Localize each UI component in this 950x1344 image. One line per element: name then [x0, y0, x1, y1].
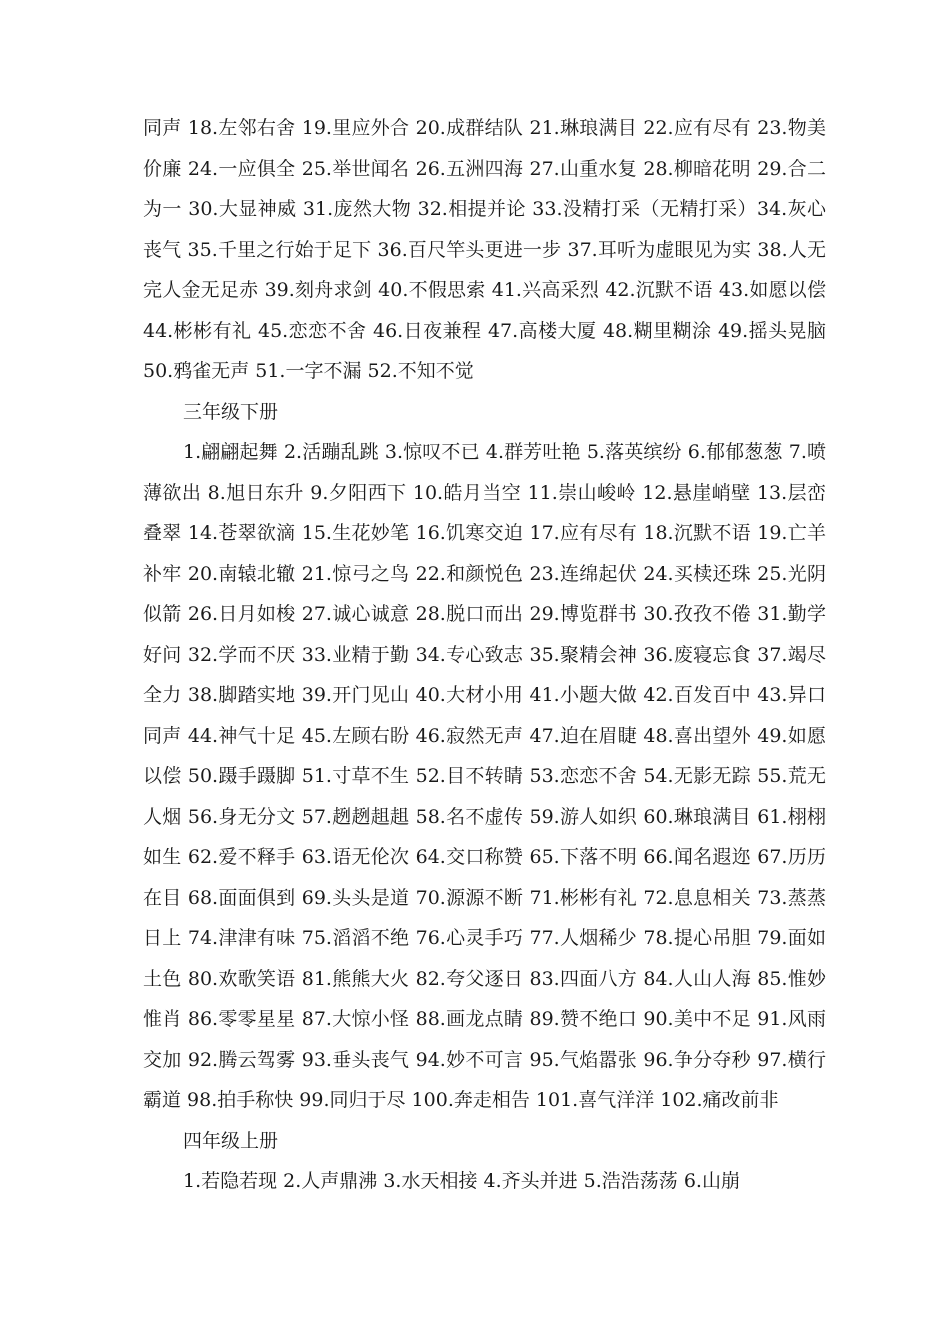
idiom-list-paragraph: 同声 18.左邻右舍 19.里应外合 20.成群结队 21.琳琅满目 22.应有尽有 23.物美价廉 24.一应俱全 25.举世闻名 26.五洲四海 27.山重水复 28.柳暗花明 29.合二为一 30.大显神威 31.庞然大物 32.相提并论 33.没精打采（无精打采）34.灰心丧气 35.千里之行始于足下 36.百尺竿头更进一步 37.耳听为虚眼见为实 38.人无完人金无足赤 39.刻舟求剑 40.不假思索 41.兴高采烈 42.沉默不语 43.如愿以偿 44.彬彬有礼 45.恋恋不舍 46.日夜兼程 47.高楼大厦 48.糊里糊涂 49.摇头晃脑 50.鸦雀无声 51.一字不漏 52.不知不觉 [143, 117, 826, 382]
document-page [143, 108, 826, 1202]
section-heading-grade4-vol1: 四年级上册 [183, 1129, 279, 1152]
section-heading-grade3-vol2: 三年级下册 [183, 400, 279, 423]
idiom-list-paragraph: 1.若隐若现 2.人声鼎沸 3.水天相接 4.齐头并进 5.浩浩荡荡 6.山崩 [183, 1170, 740, 1192]
idiom-list-paragraph: 1.翩翩起舞 2.活蹦乱跳 3.惊叹不已 4.群芳吐艳 5.落英缤纷 6.郁郁葱葱 7.喷薄欲出 8.旭日东升 9.夕阳西下 10.皓月当空 11.崇山峻岭 12.悬崖峭壁 13.层峦叠翠 14.苍翠欲滴 15.生花妙笔 16.饥寒交迫 17.应有尽有 18.沉默不语 19.亡羊补牢 20.南辕北辙 21.惊弓之鸟 22.和颜悦色 23.连绵起伏 24.买椟还珠 25.光阴似箭 26.日月如梭 27.诚心诚意 28.脱口而出 29.博览群书 30.孜孜不倦 31.勤学好问 32.学而不厌 33.业精于勤 34.专心致志 35.聚精会神 36.废寝忘食 37.竭尽全力 38.脚踏实地 39.开门见山 40.大材小用 41.小题大做 42.百发百中 43.异口同声 44.神气十足 45.左顾右盼 46.寂然无声 47.迫在眉睫 48.喜出望外 49.如愿以偿 50.蹑手蹑脚 51.寸草不生 52.目不转睛 53.恋恋不舍 54.无影无踪 55.荒无人烟 56.身无分文 57.趔趔趄趄 58.名不虚传 59.游人如织 60.琳琅满目 61.栩栩如生 62.爱不释手 63.语无伦次 64.交口称赞 65.下落不明 66.闻名遐迩 67.历历在目 68.面面俱到 69.头头是道 70.源源不断 71.彬彬有礼 72.息息相关 73.蒸蒸日上 74.津津有味 75.滔滔不绝 76.心灵手巧 77.人烟稀少 78.提心吊胆 79.面如土色 80.欢歌笑语 81.熊熊大火 82.夸父逐日 83.四面八方 84.人山人海 85.惟妙惟肖 86.零零星星 87.大惊小怪 88.画龙点睛 89.赞不绝口 90.美中不足 91.风雨交加 92.腾云驾雾 93.垂头丧气 94.妙不可言 95.气焰嚣张 96.争分夺秒 97.横行霸道 98.拍手称快 99.同归于尽 100.奔走相告 101.喜气洋洋 102.痛改前非 [143, 441, 826, 1111]
